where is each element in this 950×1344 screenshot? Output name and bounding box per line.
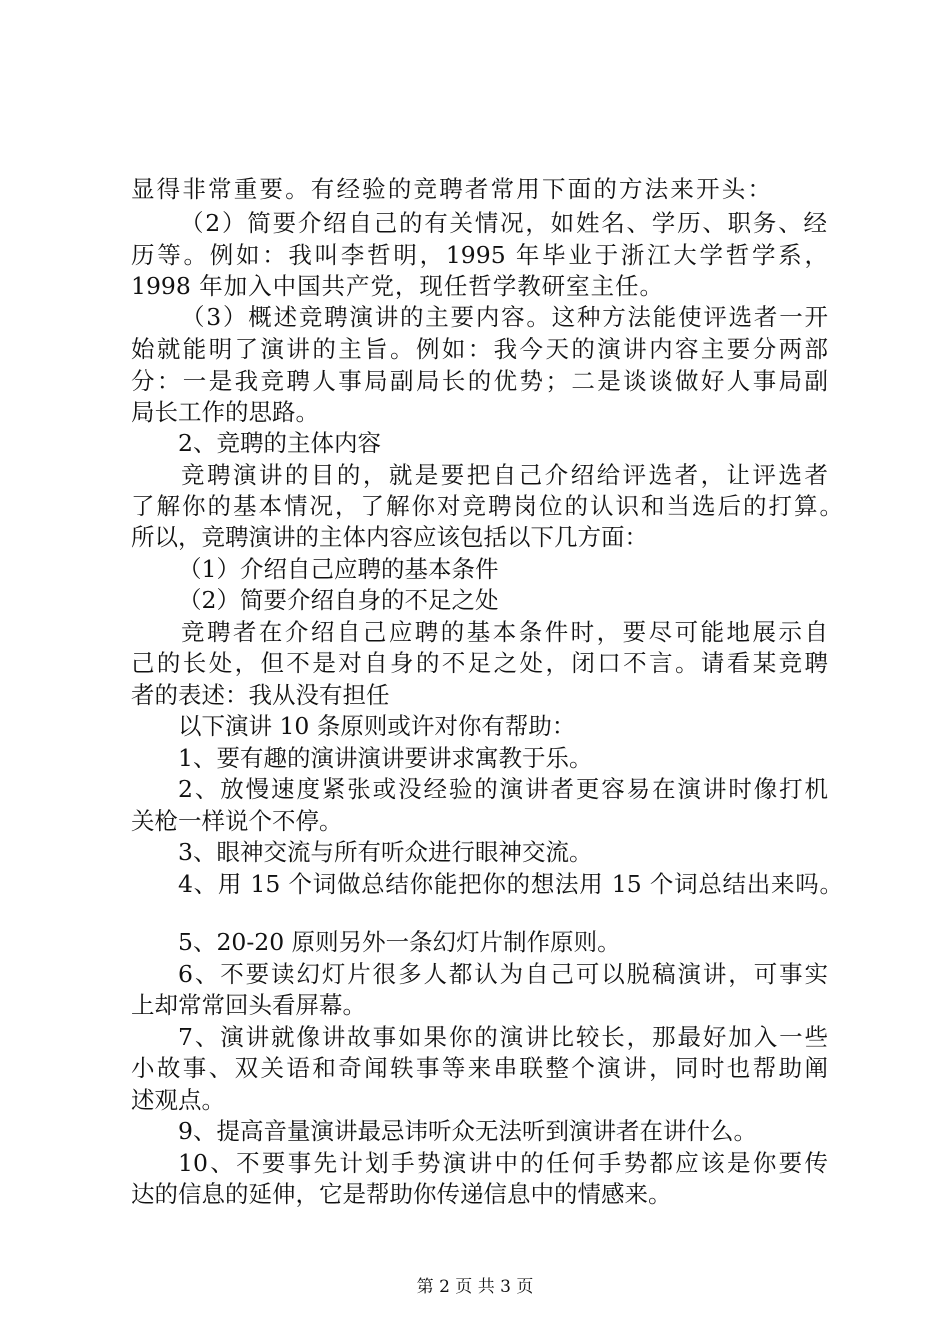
list-item: 5、20-20 原则另外一条幻灯片制作原则。	[178, 928, 621, 956]
text-line: （1）介绍自己应聘的基本条件	[178, 555, 499, 583]
text-line: （2）简要介绍自己的有关情况，如姓名、学历、职务、经	[180, 209, 827, 237]
text-line: 分：一是我竞聘人事局副局长的优势；二是谈谈做好人事局副	[131, 367, 828, 395]
text-line: 述观点。	[131, 1086, 225, 1114]
text-line: 上却常常回头看屏幕。	[131, 991, 366, 1019]
list-item: 1、要有趣的演讲演讲要讲求寓教于乐。	[178, 744, 593, 772]
text-line: 1998 年加入中国共产党，现任哲学教研室主任。	[131, 272, 663, 300]
list-item: 9、提高音量演讲最忌讳听众无法听到演讲者在讲什么。	[178, 1117, 757, 1145]
text-line: 局长工作的思路。	[131, 398, 319, 426]
section-heading: 2、竞聘的主体内容	[178, 429, 381, 457]
text-line: 己的长处，但不是对自身的不足之处，闭口不言。请看某竞聘	[131, 649, 828, 677]
list-item: 6、不要读幻灯片很多人都认为自己可以脱稿演讲，可事实	[178, 960, 828, 988]
text-line: 显得非常重要。有经验的竞聘者常用下面的方法来开头：	[131, 175, 771, 203]
text-line: 竞聘演讲的目的，就是要把自己介绍给评选者，让评选者	[181, 461, 828, 489]
text-line: 竞聘者在介绍自己应聘的基本条件时，要尽可能地展示自	[181, 618, 828, 646]
text-line: 达的信息的延伸，它是帮助你传递信息中的情感来。	[131, 1180, 672, 1208]
text-line: 以下演讲 10 条原则或许对你有帮助：	[178, 712, 576, 740]
list-item: 7、演讲就像讲故事如果你的演讲比较长，那最好加入一些	[178, 1023, 828, 1051]
text-line: 者的表述：我从没有担任	[131, 681, 390, 709]
text-line: 历等。例如：我叫李哲明，1995 年毕业于浙江大学哲学系，	[131, 241, 828, 269]
page-footer: 第 2 页 共 3 页	[416, 1277, 534, 1297]
text-line: 小故事、双关语和奇闻轶事等来串联整个演讲，同时也帮助阐	[131, 1054, 828, 1082]
text-line: （3）概述竞聘演讲的主要内容。这种方法能使评选者一开	[181, 303, 828, 331]
text-line: 始就能明了演讲的主旨。例如：我今天的演讲内容主要分两部	[131, 335, 828, 363]
text-line: 关枪一样说个不停。	[131, 807, 343, 835]
list-item: 4、用 15 个词做总结你能把你的想法用 15 个词总结出来吗。	[178, 870, 843, 898]
text-line: 了解你的基本情况，了解你对竞聘岗位的认识和当选后的打算。	[131, 492, 843, 520]
list-item: 3、眼神交流与所有听众进行眼神交流。	[178, 838, 593, 866]
list-item: 2、放慢速度紧张或没经验的演讲者更容易在演讲时像打机	[178, 775, 828, 803]
list-item: 10、不要事先计划手势演讲中的任何手势都应该是你要传	[178, 1149, 828, 1177]
text-line: （2）简要介绍自身的不足之处	[178, 586, 499, 614]
text-line: 所以，竞聘演讲的主体内容应该包括以下几方面：	[131, 523, 648, 551]
